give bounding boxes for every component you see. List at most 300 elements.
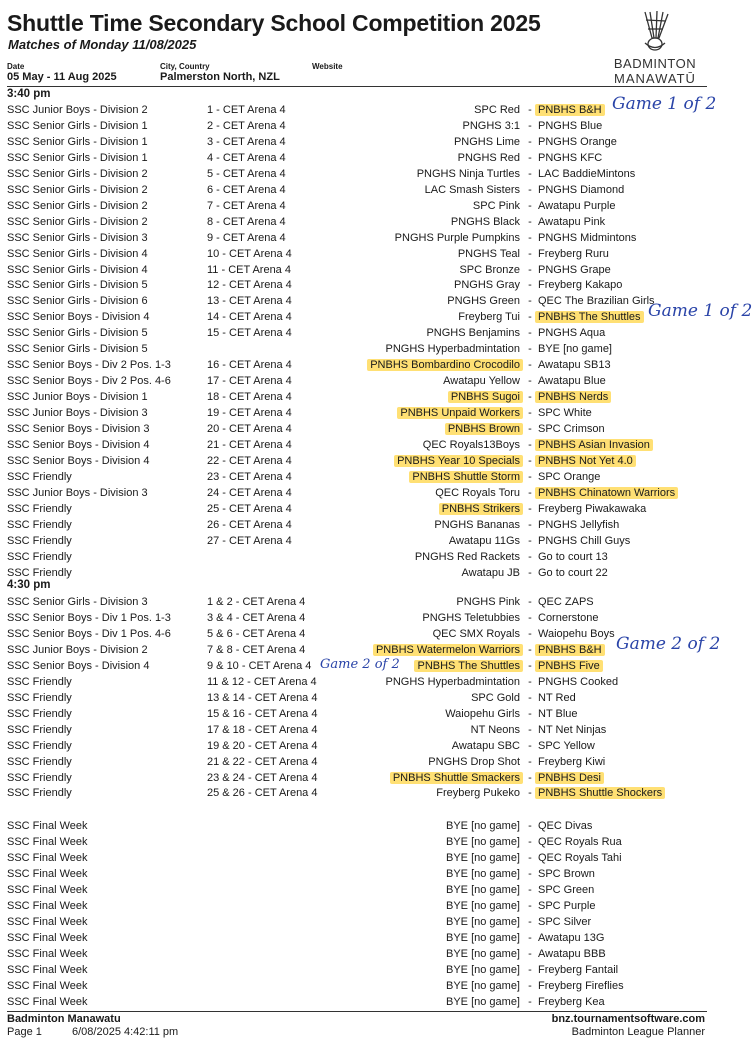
match-division: SSC Friendly — [7, 787, 72, 800]
match-court: 3 & 4 - CET Arena 4 — [207, 612, 306, 624]
match-court: 5 - CET Arena 4 — [207, 167, 286, 180]
team-one-cell — [446, 850, 520, 866]
team-two-cell — [538, 946, 606, 962]
versus-dash: - — [528, 279, 532, 292]
team-two-cell — [538, 866, 595, 882]
team-one-cell — [446, 946, 520, 962]
team-two: Freyberg Kakapo — [538, 279, 623, 292]
versus-dash: - — [528, 502, 532, 515]
team-one-cell — [417, 166, 520, 182]
team-two: NT Red — [538, 691, 576, 704]
match-court: 22 - CET Arena 4 — [207, 454, 292, 467]
match-court: 15 & 16 - CET Arena 4 — [207, 707, 318, 720]
team-one: PNGHS Ninja Turtles — [416, 167, 520, 180]
team-two-cell — [538, 850, 622, 866]
team-one: PNGHS Black — [450, 215, 520, 228]
team-two-highlighted: PNBHS Five — [535, 660, 603, 672]
match-division: SSC Senior Boys - Div 1 Pos. 1-3 — [7, 612, 171, 624]
versus-dash: - — [528, 755, 532, 768]
match-row — [0, 214, 735, 230]
team-one: PNGHS Red Rackets — [414, 550, 520, 563]
team-one-cell — [448, 421, 520, 437]
team-one: SPC Gold — [471, 691, 520, 704]
team-one-cell — [415, 549, 520, 565]
versus-dash: - — [528, 231, 532, 244]
versus-dash: - — [528, 947, 532, 960]
versus-dash: - — [528, 739, 532, 752]
match-division: SSC Senior Girls - Division 3 — [7, 596, 148, 608]
match-row — [0, 914, 735, 930]
team-one: PNGHS Green — [447, 295, 520, 308]
match-division: SSC Senior Girls - Division 1 — [7, 120, 148, 132]
team-one-cell — [458, 246, 520, 262]
match-row — [0, 389, 735, 405]
team-one-cell — [423, 437, 520, 453]
match-division: SSC Final Week — [7, 947, 88, 960]
versus-dash: - — [528, 659, 532, 672]
team-one-cell — [434, 517, 520, 533]
handwritten-note: Game 2 of 2 — [320, 656, 400, 672]
match-row — [0, 198, 735, 214]
match-court: 1 - CET Arena 4 — [207, 104, 286, 116]
match-row — [0, 134, 735, 150]
match-division: SSC Junior Boys - Division 1 — [7, 391, 148, 404]
team-one: BYE [no game] — [446, 883, 520, 896]
versus-dash: - — [528, 612, 532, 624]
match-division: SSC Senior Boys - Div 2 Pos. 4-6 — [7, 375, 171, 388]
versus-dash: - — [528, 167, 532, 180]
team-two-cell — [538, 533, 630, 549]
versus-dash: - — [528, 534, 532, 547]
match-row — [0, 706, 735, 722]
match-row — [0, 882, 735, 898]
footer-planner: Badminton League Planner — [571, 1026, 705, 1038]
team-two-cell — [538, 405, 592, 421]
team-two: SPC Brown — [538, 867, 595, 880]
versus-dash: - — [528, 151, 532, 164]
match-row — [0, 517, 735, 533]
team-one-cell — [422, 610, 520, 626]
team-one-highlighted: PNBHS Unpaid Workers — [397, 407, 523, 419]
match-court: 19 - CET Arena 4 — [207, 407, 292, 420]
team-one-cell — [428, 754, 520, 770]
match-row — [0, 930, 735, 946]
team-one-cell — [461, 565, 520, 581]
team-two-cell — [538, 834, 622, 850]
team-two-cell — [538, 674, 618, 690]
match-division: SSC Senior Girls - Division 2 — [7, 183, 148, 196]
match-row — [0, 978, 735, 994]
team-two-cell — [538, 754, 605, 770]
match-court: 14 - CET Arena 4 — [207, 311, 292, 324]
team-two: Awatapu BBB — [538, 947, 606, 960]
versus-dash: - — [528, 470, 532, 483]
page-subtitle: Matches of Monday 11/08/2025 — [8, 37, 197, 52]
team-two-cell — [538, 230, 636, 246]
team-one-cell — [445, 706, 520, 722]
match-row — [0, 994, 735, 1010]
match-court: 11 - CET Arena 4 — [207, 263, 291, 276]
team-one-cell — [417, 658, 520, 674]
team-two-cell — [538, 565, 608, 581]
team-two: QEC Royals Tahi — [538, 851, 622, 864]
match-court: 16 - CET Arena 4 — [207, 359, 292, 372]
match-division: SSC Final Week — [7, 836, 88, 848]
match-court: 3 - CET Arena 4 — [207, 135, 286, 148]
team-one: BYE [no game] — [446, 899, 520, 912]
match-row — [0, 690, 735, 706]
team-two-highlighted: PNBHS Chinatown Warriors — [535, 487, 678, 499]
match-row — [0, 293, 735, 309]
match-division: SSC Senior Boys - Division 4 — [7, 438, 150, 451]
versus-dash: - — [528, 438, 532, 451]
match-court: 8 - CET Arena 4 — [207, 215, 286, 228]
team-two: QEC Royals Rua — [538, 836, 622, 848]
team-one-cell — [425, 182, 520, 198]
versus-dash: - — [528, 407, 532, 420]
team-two: PNGHS Jellyfish — [538, 518, 620, 531]
team-one-cell — [385, 674, 520, 690]
team-one: Awatapu Yellow — [443, 375, 520, 388]
footer-website-link[interactable]: bnz.tournamentsoftware.com — [551, 1013, 705, 1025]
team-two-cell — [538, 770, 601, 786]
match-court: 26 - CET Arena 4 — [207, 518, 292, 531]
team-two-highlighted: PNBHS Shuttle Shockers — [535, 787, 665, 799]
team-two: Awatapu 13G — [538, 931, 605, 944]
team-two: PNGHS Orange — [538, 135, 617, 148]
team-one: QEC Royals13Boys — [422, 438, 520, 451]
website-label: Website — [312, 62, 343, 71]
versus-dash: - — [528, 104, 532, 116]
match-division: SSC Senior Girls - Division 5 — [7, 327, 148, 340]
match-division: SSC Friendly — [7, 723, 72, 736]
match-division: SSC Junior Boys - Division 3 — [7, 486, 148, 499]
team-two-cell — [538, 594, 594, 610]
team-two-cell — [538, 517, 619, 533]
team-one: Freyberg Pukeko — [436, 787, 520, 800]
team-one-highlighted: PNBHS Shuttle Storm — [409, 471, 523, 483]
date-value: 05 May - 11 Aug 2025 — [7, 71, 117, 83]
team-one-cell — [446, 898, 520, 914]
team-one: PNGHS Red — [457, 151, 520, 164]
match-court: 7 & 8 - CET Arena 4 — [207, 643, 306, 656]
team-one-cell — [446, 818, 520, 834]
badminton-manawatu-logo — [600, 8, 710, 88]
team-two-cell — [538, 962, 618, 978]
match-division: SSC Final Week — [7, 899, 88, 912]
team-one-cell — [400, 405, 520, 421]
footer-org: Badminton Manawatu — [7, 1013, 121, 1025]
versus-dash: - — [528, 675, 532, 688]
team-two: SPC Crimson — [538, 423, 605, 435]
match-division: SSC Senior Girls - Division 6 — [7, 295, 148, 308]
match-row — [0, 533, 735, 549]
logo-line2: MANAWATŪ — [614, 71, 696, 86]
logo-line1: BADMINTON — [613, 56, 697, 71]
versus-dash: - — [528, 691, 532, 704]
team-one-cell — [442, 501, 520, 517]
match-row — [0, 437, 735, 453]
match-court: 25 & 26 - CET Arena 4 — [207, 787, 318, 800]
team-two-highlighted: PNBHS The Shuttles — [535, 311, 644, 323]
match-division: SSC Senior Boys - Division 4 — [7, 311, 150, 324]
match-row — [0, 850, 735, 866]
team-two: LAC BaddieMintons — [538, 167, 636, 180]
team-two: PNGHS Midmintons — [538, 231, 637, 244]
match-division: SSC Senior Boys - Division 3 — [7, 423, 150, 435]
team-one: PNGHS Bananas — [434, 518, 520, 531]
match-division: SSC Senior Boys - Div 2 Pos. 1-3 — [7, 359, 171, 372]
team-two: QEC ZAPS — [538, 596, 594, 608]
match-division: SSC Final Week — [7, 979, 88, 992]
team-one: PNGHS 3:1 — [462, 120, 520, 132]
team-one: BYE [no game] — [446, 915, 520, 928]
header-divider — [7, 86, 707, 87]
team-one-cell — [451, 214, 520, 230]
team-two: SPC White — [538, 407, 592, 420]
match-division: SSC Junior Boys - Division 3 — [7, 407, 148, 420]
team-one: PNGHS Gray — [453, 279, 520, 292]
match-row — [0, 325, 735, 341]
team-one-cell — [449, 533, 520, 549]
team-one-cell — [473, 198, 520, 214]
versus-dash: - — [528, 596, 532, 608]
match-court: 10 - CET Arena 4 — [207, 247, 292, 260]
versus-dash: - — [528, 867, 532, 880]
match-row — [0, 485, 735, 501]
team-one-highlighted: PNBHS Year 10 Specials — [394, 455, 523, 467]
team-two-cell — [538, 182, 624, 198]
footer-divider — [7, 1011, 707, 1012]
match-court: 6 - CET Arena 4 — [207, 183, 286, 196]
team-two-highlighted: PNBHS B&H — [535, 644, 605, 656]
match-row — [0, 770, 735, 786]
team-one-cell — [393, 770, 520, 786]
team-two-cell — [538, 277, 622, 293]
match-row — [0, 501, 735, 517]
team-two-cell — [538, 118, 602, 134]
match-court: 2 - CET Arena 4 — [207, 120, 286, 132]
team-two: Freyberg Fantail — [538, 963, 619, 976]
match-row — [0, 150, 735, 166]
match-row — [0, 246, 735, 262]
time-slot-heading: 4:30 pm — [7, 579, 51, 591]
team-one-cell — [459, 262, 520, 278]
team-one-cell — [443, 373, 520, 389]
match-division: SSC Friendly — [7, 691, 72, 704]
versus-dash: - — [528, 375, 532, 388]
team-one: NT Neons — [470, 723, 520, 736]
team-one-highlighted: PNBHS Brown — [445, 423, 523, 435]
match-court: 4 - CET Arena 4 — [207, 151, 286, 164]
match-court: 23 - CET Arena 4 — [207, 470, 292, 483]
team-two: PNGHS Blue — [538, 120, 603, 132]
match-division: SSC Senior Girls - Division 1 — [7, 135, 148, 148]
team-two-cell — [538, 642, 602, 658]
versus-dash: - — [528, 263, 532, 276]
match-division: SSC Senior Girls - Division 5 — [7, 343, 148, 356]
city-label: City, Country — [160, 62, 210, 71]
match-court: 17 - CET Arena 4 — [207, 375, 292, 388]
team-one: LAC Smash Sisters — [424, 183, 520, 196]
team-two-cell — [538, 785, 662, 801]
versus-dash: - — [528, 707, 532, 720]
handwritten-note: Game 2 of 2 — [616, 633, 721, 654]
match-division: SSC Friendly — [7, 707, 72, 720]
team-one-cell — [433, 626, 520, 642]
team-two: NT Blue — [538, 707, 578, 720]
team-two-cell — [538, 437, 650, 453]
match-division: SSC Friendly — [7, 470, 72, 483]
team-two: PNGHS Aqua — [538, 327, 606, 340]
match-division: SSC Senior Girls - Division 3 — [7, 231, 148, 244]
match-division: SSC Friendly — [7, 771, 72, 784]
match-division: SSC Junior Boys - Division 2 — [7, 104, 148, 116]
versus-dash: - — [528, 979, 532, 992]
team-one-cell — [452, 738, 520, 754]
versus-dash: - — [528, 311, 532, 324]
versus-dash: - — [528, 820, 532, 832]
match-division: SSC Senior Girls - Division 5 — [7, 279, 148, 292]
versus-dash: - — [528, 215, 532, 228]
team-one-cell — [454, 134, 520, 150]
team-two: Go to court 13 — [538, 550, 608, 563]
match-court: 9 - CET Arena 4 — [207, 231, 286, 244]
match-division: SSC Final Week — [7, 995, 88, 1008]
team-two-cell — [538, 341, 612, 357]
match-row — [0, 834, 735, 850]
team-two-highlighted: PNBHS B&H — [535, 104, 605, 116]
team-two: PNGHS Grape — [538, 263, 611, 276]
match-row — [0, 898, 735, 914]
versus-dash: - — [528, 359, 532, 372]
team-one-cell — [446, 994, 520, 1010]
team-two: Freyberg Fireflies — [538, 979, 624, 992]
team-one: BYE [no game] — [446, 820, 520, 832]
match-division: SSC Senior Boys - Div 1 Pos. 4-6 — [7, 627, 171, 640]
team-two: Freyberg Ruru — [538, 247, 609, 260]
versus-dash: - — [528, 423, 532, 435]
team-two-cell — [538, 549, 608, 565]
team-one-cell — [412, 469, 520, 485]
versus-dash: - — [528, 120, 532, 132]
match-row — [0, 754, 735, 770]
team-two-cell — [538, 325, 605, 341]
match-row — [0, 421, 735, 437]
team-one-highlighted: PNBHS Watermelon Warriors — [373, 644, 523, 656]
team-two-cell — [538, 738, 595, 754]
team-one-cell — [456, 594, 520, 610]
team-one-cell — [385, 341, 520, 357]
match-court: 12 - CET Arena 4 — [207, 279, 292, 292]
team-one-highlighted: PNBHS Shuttle Smackers — [390, 772, 523, 784]
team-two-cell — [538, 818, 592, 834]
handwritten-note: Game 1 of 2 — [648, 301, 752, 322]
team-one: PNGHS Teletubbies — [422, 612, 520, 624]
match-division: SSC Senior Girls - Division 1 — [7, 151, 148, 164]
team-two: SPC Silver — [538, 915, 592, 928]
team-one: BYE [no game] — [446, 995, 520, 1008]
team-two-cell — [538, 309, 641, 325]
match-row — [0, 594, 735, 610]
team-two-highlighted: PNBHS Not Yet 4.0 — [535, 455, 636, 467]
team-two-cell — [538, 198, 615, 214]
team-one-cell — [458, 150, 520, 166]
match-row — [0, 866, 735, 882]
match-row — [0, 469, 735, 485]
match-division: SSC Friendly — [7, 739, 72, 752]
match-division: SSC Senior Girls - Division 2 — [7, 215, 148, 228]
time-slot-heading: 3:40 pm — [7, 88, 51, 100]
team-two-cell — [538, 914, 591, 930]
team-one-cell — [474, 102, 520, 118]
team-two: SPC Yellow — [538, 739, 595, 752]
versus-dash: - — [528, 135, 532, 148]
versus-dash: - — [528, 771, 532, 784]
date-label: Date — [7, 62, 25, 71]
team-one: QEC SMX Royals — [432, 627, 520, 640]
team-two-cell — [538, 166, 635, 182]
match-court: 1 & 2 - CET Arena 4 — [207, 596, 306, 608]
team-two-cell — [538, 214, 605, 230]
team-one-cell — [435, 485, 520, 501]
team-one-cell — [370, 357, 520, 373]
team-two-cell — [538, 626, 615, 642]
team-one: PNGHS Teal — [457, 247, 520, 260]
team-two: SPC Purple — [538, 899, 596, 912]
team-one-cell — [471, 722, 520, 738]
city-value: Palmerston North, NZL — [160, 71, 280, 83]
versus-dash: - — [528, 247, 532, 260]
match-court: 21 - CET Arena 4 — [207, 438, 292, 451]
match-court: 25 - CET Arena 4 — [207, 502, 292, 515]
handwritten-note: Game 1 of 2 — [612, 94, 717, 114]
versus-dash: - — [528, 566, 532, 579]
match-court: 13 & 14 - CET Arena 4 — [207, 691, 318, 704]
versus-dash: - — [528, 899, 532, 912]
team-two: Cornerstone — [538, 612, 599, 624]
match-division: SSC Senior Boys - Division 4 — [7, 454, 150, 467]
team-two-highlighted: PNBHS Desi — [535, 772, 604, 784]
match-division: SSC Friendly — [7, 534, 72, 547]
team-two: QEC The Brazilian Girls — [538, 295, 655, 308]
versus-dash: - — [528, 486, 532, 499]
team-one-cell — [458, 309, 520, 325]
team-two: QEC Divas — [538, 820, 593, 832]
team-one: PNGHS Benjamins — [426, 327, 520, 340]
match-row — [0, 549, 735, 565]
match-division: SSC Senior Boys - Division 4 — [7, 659, 150, 672]
team-one-cell — [426, 325, 520, 341]
team-one: QEC Royals Toru — [435, 486, 520, 499]
team-one: PNGHS Purple Pumpkins — [394, 231, 520, 244]
match-division: SSC Friendly — [7, 755, 72, 768]
team-two-cell — [538, 102, 602, 118]
team-one: BYE [no game] — [446, 963, 520, 976]
match-row — [0, 453, 735, 469]
team-one: PNGHS Lime — [453, 135, 520, 148]
team-two: BYE [no game] — [538, 343, 612, 356]
team-one-cell — [376, 642, 520, 658]
versus-dash: - — [528, 518, 532, 531]
match-row — [0, 373, 735, 389]
versus-dash: - — [528, 723, 532, 736]
versus-dash: - — [528, 931, 532, 944]
shuttlecock-icon — [635, 8, 675, 54]
match-court: 17 & 18 - CET Arena 4 — [207, 723, 318, 736]
team-two-cell — [538, 246, 609, 262]
team-two: Go to court 22 — [538, 566, 608, 579]
